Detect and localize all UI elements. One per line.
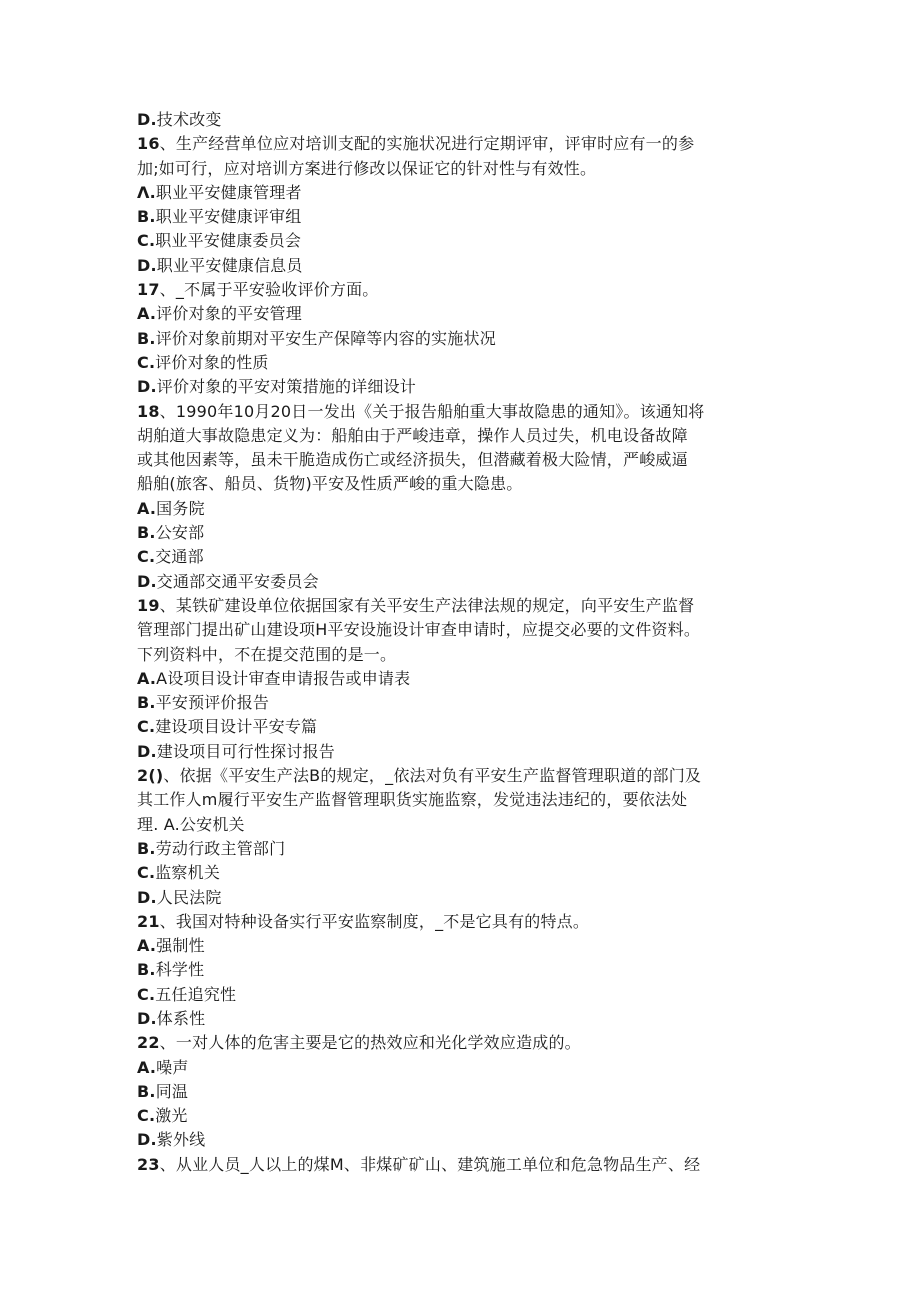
question-number: 23	[137, 1154, 160, 1174]
line-text: 体系性	[156, 1008, 206, 1028]
line-text: 胡舶道大事故隐患定义为：船舶由于严峻违章，操作人员过失，机电设备故障	[137, 425, 688, 445]
option-letter: B.	[137, 328, 156, 348]
line-text: 、某铁矿建设单位依据国家有关平安生产法律法规的规定，向平安生产监督	[159, 595, 695, 615]
option-letter: C.	[137, 547, 156, 567]
text-line	[137, 545, 787, 569]
text-line	[137, 400, 787, 424]
line-text: 公安部	[155, 523, 205, 543]
line-text: 交通部交通平安委员会	[156, 571, 319, 591]
text-line	[137, 983, 787, 1007]
option-letter: D.	[137, 377, 157, 397]
line-text: 船舶(旅客、船员、货物)平安及性质严峻的重大隐患。	[137, 474, 523, 494]
text-line	[137, 691, 787, 715]
option-letter: D.	[137, 571, 157, 591]
line-text: 激光	[155, 1106, 188, 1126]
text-line	[137, 1128, 787, 1152]
option-letter: B.	[137, 207, 156, 227]
text-line	[137, 1031, 787, 1055]
text-line	[137, 594, 787, 618]
text-line	[137, 521, 787, 545]
line-text: 科学性	[155, 960, 205, 980]
option-letter: C.	[137, 231, 156, 251]
line-text: 强制性	[156, 936, 205, 956]
text-line	[137, 715, 787, 739]
text-line	[137, 1104, 787, 1128]
text-line	[137, 1080, 787, 1104]
line-text: 、生产经营单位应对培训支配的实施状况进行定期评审，评审时应有一的参	[159, 134, 695, 154]
question-number: 19	[137, 595, 160, 615]
question-number: 16	[137, 134, 160, 154]
text-line	[137, 302, 787, 326]
option-letter: D.	[137, 887, 157, 907]
line-text: 职业平安健康委员会	[155, 231, 302, 251]
option-letter: A.	[137, 1057, 157, 1077]
line-text: 、1990年10月20日一发出《关于报告船舶重大事故隐患的通知》。该通知将	[159, 401, 705, 421]
text-line	[137, 837, 787, 861]
question-number: 22	[137, 1033, 160, 1053]
text-line	[137, 886, 787, 910]
option-letter: C.	[137, 352, 156, 372]
option-letter: D.	[137, 1130, 157, 1150]
line-text: 五任追究性	[155, 984, 237, 1004]
option-letter: D.	[137, 741, 157, 761]
text-line	[137, 1153, 787, 1177]
text-line	[137, 157, 787, 181]
option-letter: C.	[137, 1106, 156, 1126]
option-letter: B.	[137, 838, 156, 858]
text-line	[137, 254, 787, 278]
line-text: 交通部	[155, 547, 204, 567]
question-number: 2()	[137, 766, 164, 786]
text-line	[137, 667, 787, 691]
text-line	[137, 472, 787, 496]
text-line	[137, 375, 787, 399]
question-number: 17	[137, 280, 160, 300]
line-text: 人民法院	[156, 887, 222, 907]
option-letter: B.	[137, 960, 156, 980]
option-letter: D.	[137, 1008, 157, 1028]
line-text: 管理部门提出矿山建设项H平安设施设计审查申请时，应提交必要的文件资料。	[137, 620, 701, 640]
option-letter: C.	[137, 717, 156, 737]
option-letter: B.	[137, 523, 156, 543]
line-text: 紫外线	[156, 1130, 206, 1150]
line-text: 、_不属于平安验收评价方面。	[159, 280, 379, 300]
line-text: 同温	[155, 1081, 189, 1101]
text-line	[137, 448, 787, 472]
option-letter: C.	[137, 984, 156, 1004]
line-text: 评价对象前期对平安生产保障等内容的实施状况	[155, 328, 496, 348]
text-line	[137, 618, 787, 642]
line-text: 评价对象的平安对策措施的详细设计	[156, 377, 416, 397]
line-text: 、从业人员_人以上的煤M、非煤矿矿山、建筑施工单位和危急物品生产、经	[159, 1154, 701, 1174]
option-letter: Λ.	[137, 182, 156, 202]
line-text: 评价对象的平安管理	[156, 304, 302, 324]
text-line	[137, 861, 787, 885]
line-text: 平安预评价报告	[155, 693, 270, 713]
line-text: 噪声	[156, 1057, 189, 1077]
text-line	[137, 205, 787, 229]
text-line	[137, 351, 787, 375]
line-text: 下列资料中，不在提交范围的是一。	[137, 644, 397, 664]
text-line	[137, 1007, 787, 1031]
question-number: 21	[137, 911, 160, 931]
text-line	[137, 132, 787, 156]
line-text: 职业平安健康管理者	[155, 182, 302, 202]
line-text: 、我国对特种设备实行平安监察制度，_不是它具有的特点。	[159, 911, 590, 931]
text-line	[137, 1056, 787, 1080]
line-text: 建设项目可行性探讨报告	[156, 741, 335, 761]
option-letter: A.	[137, 936, 157, 956]
text-line	[137, 788, 787, 812]
line-text: 职业平安健康信息员	[156, 255, 303, 275]
line-text: 职业平安健康评审组	[155, 207, 302, 227]
option-letter: D.	[137, 255, 157, 275]
text-line	[137, 424, 787, 448]
line-text: 、一对人体的危害主要是它的热效应和光化学效应造成的。	[159, 1033, 581, 1053]
text-line	[137, 108, 787, 132]
option-letter: C.	[137, 863, 156, 883]
text-line	[137, 570, 787, 594]
text-line	[137, 229, 787, 253]
line-text: 、依据《平安生产法B的规定，_依法对负有平安生产监督管理职道的部门及	[163, 766, 702, 786]
option-letter: B.	[137, 1081, 156, 1101]
text-line	[137, 813, 787, 837]
text-line	[137, 958, 787, 982]
text-line	[137, 327, 787, 351]
line-text: 加;如可行，应对培训方案进行修改以保证它的针对性与有效性。	[137, 158, 597, 178]
text-line	[137, 764, 787, 788]
question-number: 18	[137, 401, 160, 421]
text-line	[137, 740, 787, 764]
option-letter: D.	[137, 110, 157, 129]
line-text: 评价对象的性质	[155, 352, 269, 372]
text-line	[137, 181, 787, 205]
line-text: 或其他因素等，虽未干脆造成伤亡或经济损失，但潜藏着极大险情，严峻威逼	[137, 450, 688, 470]
text-line	[137, 934, 787, 958]
text-line	[137, 497, 787, 521]
line-text: 理. A.公安机关	[137, 814, 245, 834]
line-text: 国务院	[156, 498, 205, 518]
text-line	[137, 910, 787, 934]
text-line	[137, 278, 787, 302]
line-text: 劳动行政主管部门	[155, 838, 286, 858]
option-letter: A.	[137, 304, 157, 324]
document-page	[137, 108, 787, 1177]
option-letter: A.	[137, 668, 157, 688]
line-text: A设项目设计审查申请报告或申请表	[156, 668, 411, 688]
text-line	[137, 643, 787, 667]
line-text: 技术改变	[156, 110, 222, 129]
line-text: 监察机关	[155, 863, 221, 883]
line-text: 其工作人m履行平安生产监督管理职货实施监察，发觉违法违纪的，要依法处	[137, 790, 688, 810]
option-letter: B.	[137, 693, 156, 713]
line-text: 建设项目设计平安专篇	[155, 717, 318, 737]
option-letter: A.	[137, 498, 157, 518]
